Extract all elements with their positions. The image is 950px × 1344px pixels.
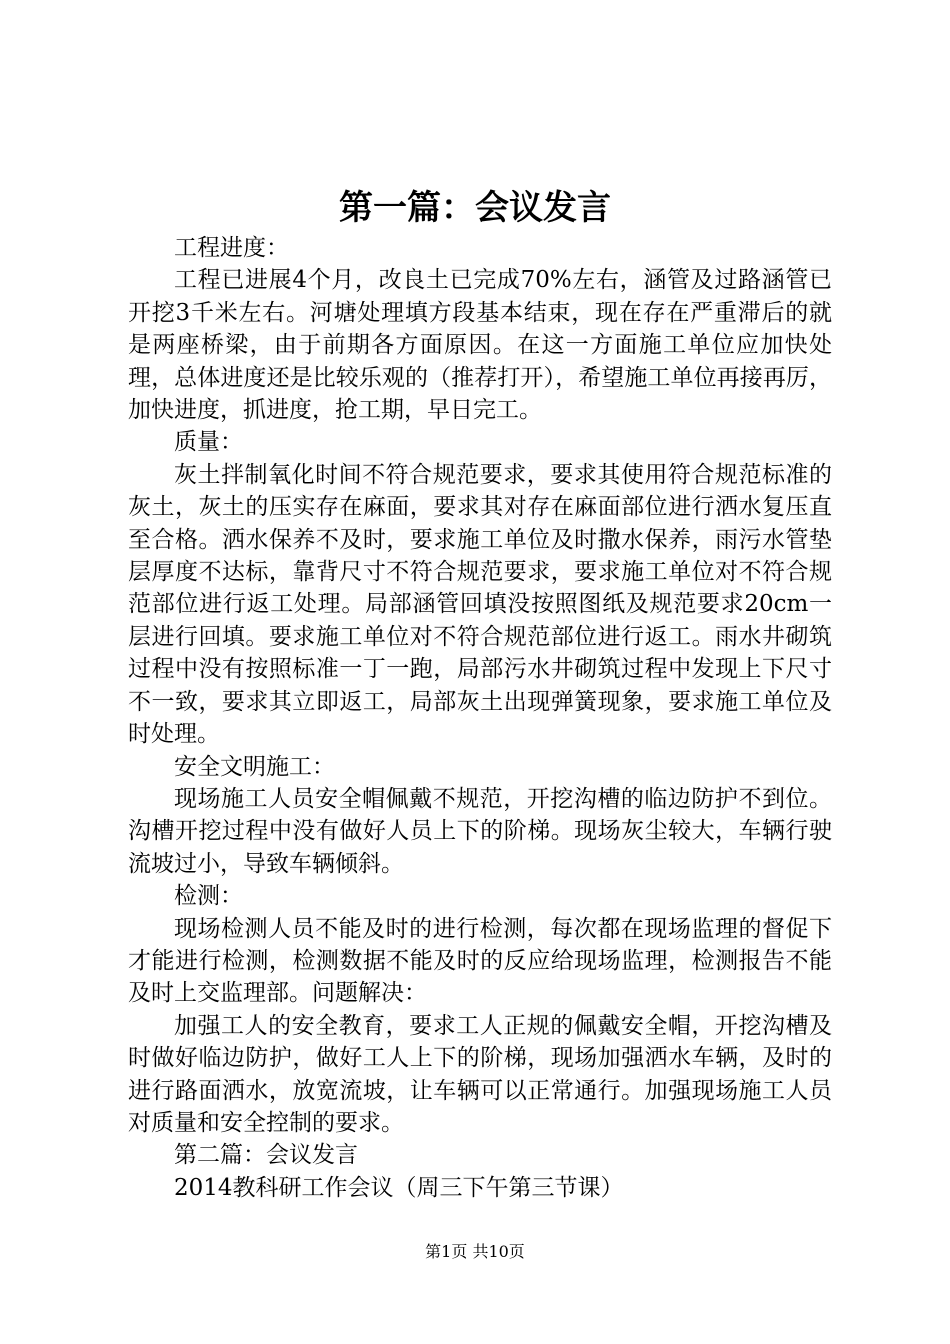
section-heading-progress: 工程进度：: [174, 235, 289, 261]
paragraph-testing: 现场检测人员不能及时的进行检测，每次都在现场监理的督促下才能进行检测，检测数据不能及时的反应给现场监理，检测报告不能及时上交监理部。问题解决：: [128, 915, 832, 1007]
paragraph-meeting-info: 2014教科研工作会议（周三下午第三节课）: [174, 1174, 624, 1201]
paragraph-progress: 工程已进展4个月，改良土已完成70%左右，涵管及过路涵管已开挖3千米左右。河塘处理填方段基本结束，现在存在严重滞后的就是两座桥梁，由于前期各方面原因。在这一方面施工单位应加快处理，总体进度还是比较乐观的（推荐打开），希望施工单位再接再厉，加快进度，抓进度，抢工期，早日完工。: [128, 267, 832, 424]
document-title: 第一篇：会议发言: [339, 188, 611, 228]
paragraph-solutions: 加强工人的安全教育，要求工人正规的佩戴安全帽，开挖沟槽及时做好临边防护，做好工人上下的阶梯，现场加强洒水车辆，及时的进行路面洒水，放宽流坡，让车辆可以正常通行。加强现场施工人员对质量和安全控制的要求。: [128, 1012, 832, 1136]
section-heading-safety: 安全文明施工：: [174, 753, 335, 780]
paragraph-safety: 现场施工人员安全帽佩戴不规范，开挖沟槽的临边防护不到位。沟槽开挖过程中没有做好人员上下的阶梯。现场灰尘较大，车辆行驶流坡过小，导致车辆倾斜。: [128, 785, 832, 877]
section-heading-second-article: 第二篇：会议发言: [174, 1142, 358, 1169]
document-body: [128, 232, 832, 1204]
section-heading-quality: 质量：: [174, 429, 243, 456]
page-footer: 第1页 共10页: [425, 1242, 525, 1261]
paragraph-quality: 灰土拌制氧化时间不符合规范要求，要求其使用符合规范标准的灰土，灰土的压实存在麻面，要求其对存在麻面部位进行洒水复压直至合格。洒水保养不及时，要求施工单位及时撒水保养，雨污水管垫层厚度不达标，靠背尺寸不符合规范要求，要求施工单位对不符合规范部位进行返工处理。局部涵管回填没按照图纸及规范要求20cm一层进行回填。要求施工单位对不符合规范部位进行返工。雨水井砌筑过程中没有按照标准一丁一跑，局部污水井砌筑过程中发现上下尺寸不一致，要求其立即返工，局部灰土出现弹簧现象，要求施工单位及时处理。: [128, 461, 832, 748]
section-heading-testing: 检测：: [174, 883, 243, 910]
